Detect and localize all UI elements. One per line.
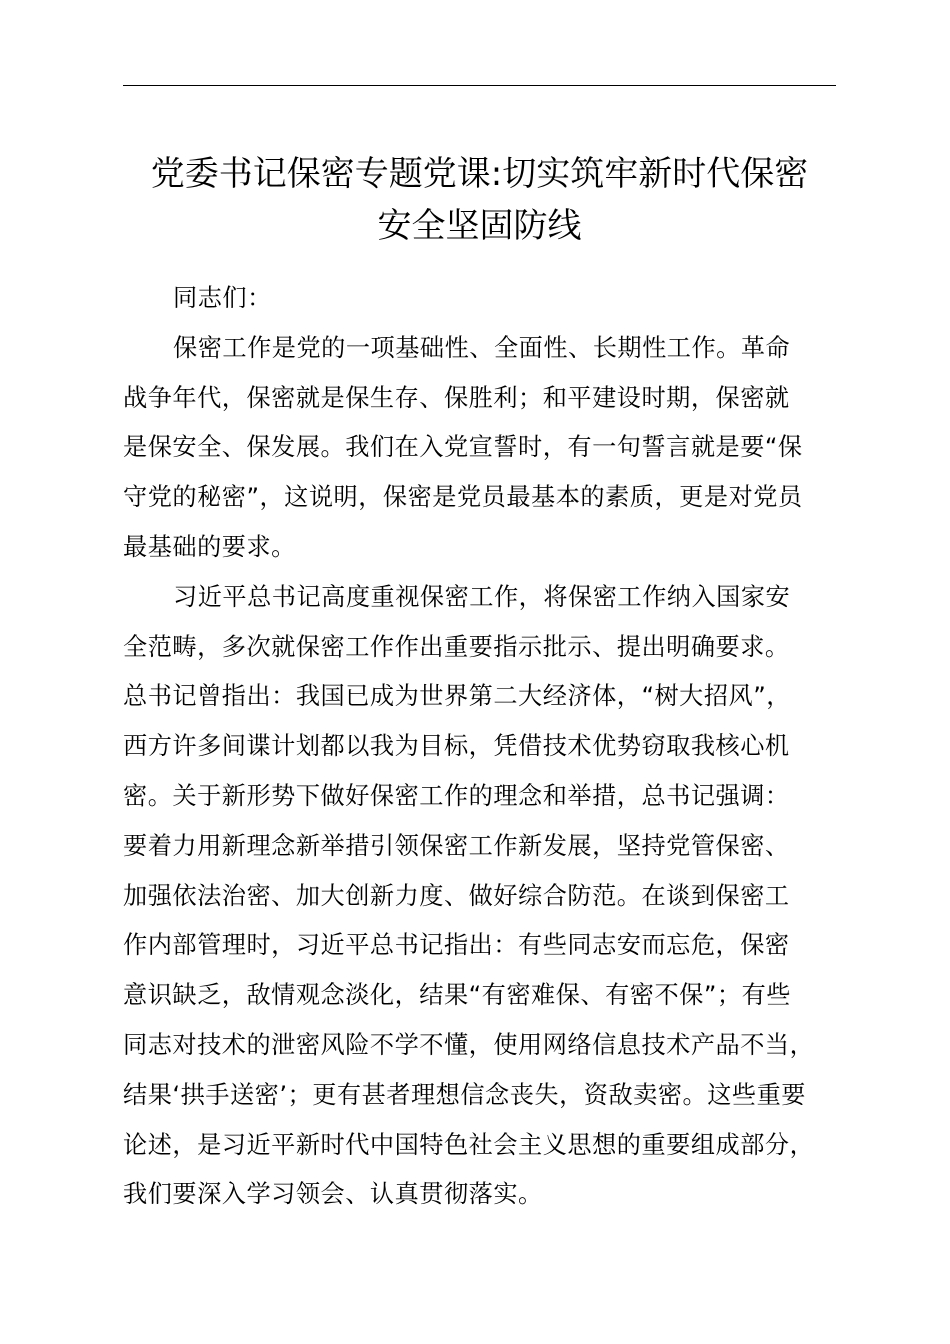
paragraph-line: 总书记曾指出：我国已成为世界第二大经济体，“树大招风”， — [123, 682, 791, 711]
paragraph-line: 要着力用新理念新举措引领保密工作新发展，坚持党管保密、 — [123, 831, 790, 860]
paragraph-line: 密。关于新形势下做好保密工作的理念和举措，总书记强调： — [123, 781, 790, 810]
paragraph-line: 最基础的要求。 — [123, 532, 296, 561]
header-rule — [123, 85, 836, 86]
title-line-1: 党委书记保密专题党课:切实筑牢新时代保密 — [150, 154, 809, 194]
paragraph-line: 作内部管理时，习近平总书记指出：有些同志安而忘危，保密 — [123, 931, 790, 960]
paragraph-line: 同志对技术的泄密风险不学不懂，使用网络信息技术产品不当， — [123, 1030, 815, 1059]
paragraph-line: 论述，是习近平新时代中国特色社会主义思想的重要组成部分， — [123, 1130, 815, 1159]
paragraph-line: 西方许多间谍计划都以我为目标，凭借技术优势窃取我核心机 — [123, 732, 790, 761]
paragraph-line: 加强依法治密、加大创新力度、做好综合防范。在谈到保密工 — [123, 881, 790, 910]
salutation: 同志们： — [173, 284, 272, 312]
paragraph-line: 我们要深入学习领会、认真贯彻落实。 — [123, 1180, 543, 1209]
paragraph-2 — [123, 573, 836, 1220]
paragraph-line: 结果‘拱手送密’；更有甚者理想信念丧失，资敌卖密。这些重要 — [123, 1080, 806, 1109]
paragraph-line: 战争年代，保密就是保生存、保胜利；和平建设时期，保密就 — [123, 383, 790, 412]
paragraph-line: 保密工作是党的一项基础性、全面性、长期性工作。革命 — [173, 333, 791, 362]
paragraph-1 — [123, 324, 836, 573]
paragraph-line: 全范畴，多次就保密工作作出重要指示批示、提出明确要求。 — [123, 632, 790, 661]
paragraph-line: 守党的秘密”，这说明，保密是党员最基本的素质，更是对党员 — [123, 483, 803, 512]
document-title — [123, 148, 836, 252]
paragraph-line: 是保安全、保发展。我们在入党宣誓时，有一句誓言就是要“保 — [123, 433, 803, 462]
paragraph-line: 习近平总书记高度重视保密工作，将保密工作纳入国家安 — [173, 582, 791, 611]
title-line-2: 安全坚固防线 — [377, 206, 582, 246]
paragraph-line: 意识缺乏，敌情观念淡化，结果“有密难保、有密不保”；有些 — [123, 981, 791, 1010]
document-body — [123, 274, 836, 1220]
